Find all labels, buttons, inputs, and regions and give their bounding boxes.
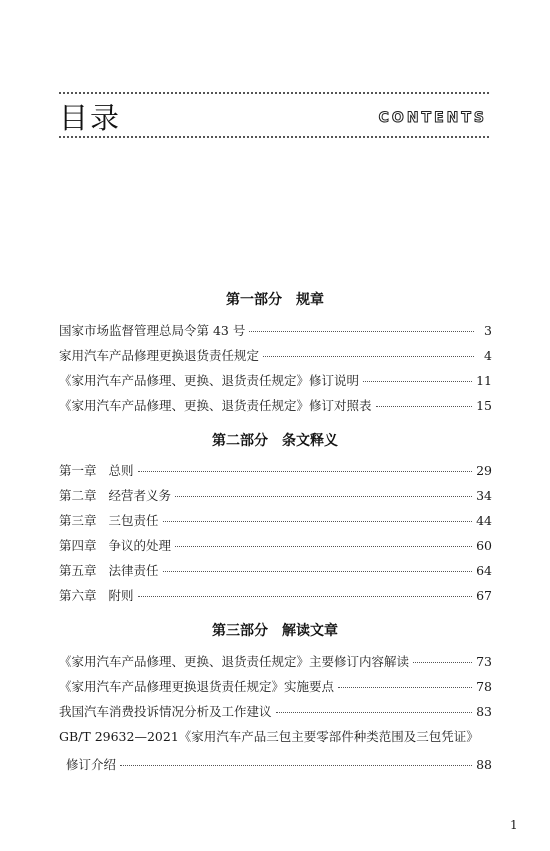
chapter-label: 第三章 [59, 513, 97, 528]
entry-title: 家用汽车产品修理更换退货责任规定 [59, 348, 260, 363]
dot-leader [175, 546, 472, 547]
dot-leader [413, 662, 472, 663]
entry-page: 83 [476, 704, 492, 719]
toc-title: 目录 [59, 101, 122, 135]
entry-title: 《家用汽车产品修理、更换、退货责任规定》主要修订内容解读 [59, 654, 410, 669]
entry-page: 34 [476, 488, 492, 503]
entry-page: 64 [476, 563, 492, 578]
entry-title: 附则 [108, 588, 134, 603]
section-heading-part-1 [0, 289, 550, 309]
dot-leader [263, 356, 474, 357]
entry-title: GB/T 29632—2021《家用汽车产品三包主要零部件种类范围及三包凭证》 [59, 729, 479, 744]
entry-page: 29 [476, 463, 492, 478]
section-part-name: 条文释义 [282, 433, 338, 449]
dot-leader [175, 496, 472, 497]
entry-title: 《家用汽车产品修理更换退货责任规定》实施要点 [59, 679, 335, 694]
section-part-label: 第一部分 [226, 292, 282, 308]
toc-entry[interactable] [59, 461, 492, 481]
dot-leader [363, 381, 472, 382]
toc-entry[interactable] [59, 511, 492, 531]
chapter-label: 第六章 [59, 588, 97, 603]
entry-title: 三包责任 [108, 513, 159, 528]
section-heading-part-2 [0, 430, 550, 450]
entry-title: 我国汽车消费投诉情况分析及工作建议 [59, 704, 272, 719]
chapter-label: 第四章 [59, 538, 97, 553]
toc-entry[interactable] [59, 702, 492, 722]
chapter-label: 第二章 [59, 488, 97, 503]
dot-leader [338, 687, 472, 688]
dot-leader [163, 521, 473, 522]
contents-subtitle: CONTENTS [378, 110, 487, 126]
toc-entry[interactable] [59, 727, 492, 747]
entry-page: 3 [484, 323, 492, 338]
toc-entry[interactable] [59, 486, 492, 506]
dot-leader [120, 765, 472, 766]
entry-title: 争议的处理 [108, 538, 172, 553]
toc-entry[interactable] [59, 652, 492, 672]
section-part-name: 解读文章 [282, 623, 338, 639]
entry-page: 11 [476, 373, 492, 388]
dot-leader [163, 571, 473, 572]
entry-page: 60 [476, 538, 492, 553]
entry-page: 4 [484, 348, 492, 363]
dot-leader [249, 331, 474, 332]
entry-page: 73 [476, 654, 492, 669]
toc-entry[interactable] [59, 561, 492, 581]
dot-leader [138, 596, 473, 597]
chapter-label: 第一章 [59, 463, 97, 478]
entry-title: 法律责任 [108, 563, 159, 578]
dot-leader [376, 406, 473, 407]
toc-entry[interactable] [59, 396, 492, 416]
toc-entry[interactable] [59, 321, 492, 341]
toc-entry[interactable] [59, 677, 492, 697]
entry-title: 国家市场监督管理总局令第 43 号 [59, 323, 246, 338]
top-dotted-rule [59, 92, 489, 94]
section-part-name: 规章 [296, 292, 324, 308]
entry-page: 15 [476, 398, 492, 413]
entry-page: 88 [476, 757, 492, 772]
entry-title: 经营者义务 [108, 488, 172, 503]
toc-entry[interactable] [59, 586, 492, 606]
entry-page: 67 [476, 588, 492, 603]
entry-title: 《家用汽车产品修理、更换、退货责任规定》修订说明 [59, 373, 360, 388]
toc-entry[interactable] [59, 346, 492, 366]
section-heading-part-3 [0, 620, 550, 640]
bottom-dotted-rule [59, 136, 489, 138]
toc-entry[interactable] [59, 371, 492, 391]
dot-leader [138, 471, 473, 472]
entry-title: 《家用汽车产品修理、更换、退货责任规定》修订对照表 [59, 398, 372, 413]
section-part-label: 第三部分 [212, 623, 268, 639]
section-part-label: 第二部分 [212, 433, 268, 449]
entry-page: 44 [476, 513, 492, 528]
toc-entry-continuation[interactable] [66, 755, 492, 775]
entry-title: 修订介绍 [66, 757, 117, 772]
toc-entry[interactable] [59, 536, 492, 556]
dot-leader [276, 712, 473, 713]
chapter-label: 第五章 [59, 563, 97, 578]
entry-page: 78 [476, 679, 492, 694]
page-number: 1 [510, 818, 518, 832]
entry-title: 总则 [108, 463, 134, 478]
